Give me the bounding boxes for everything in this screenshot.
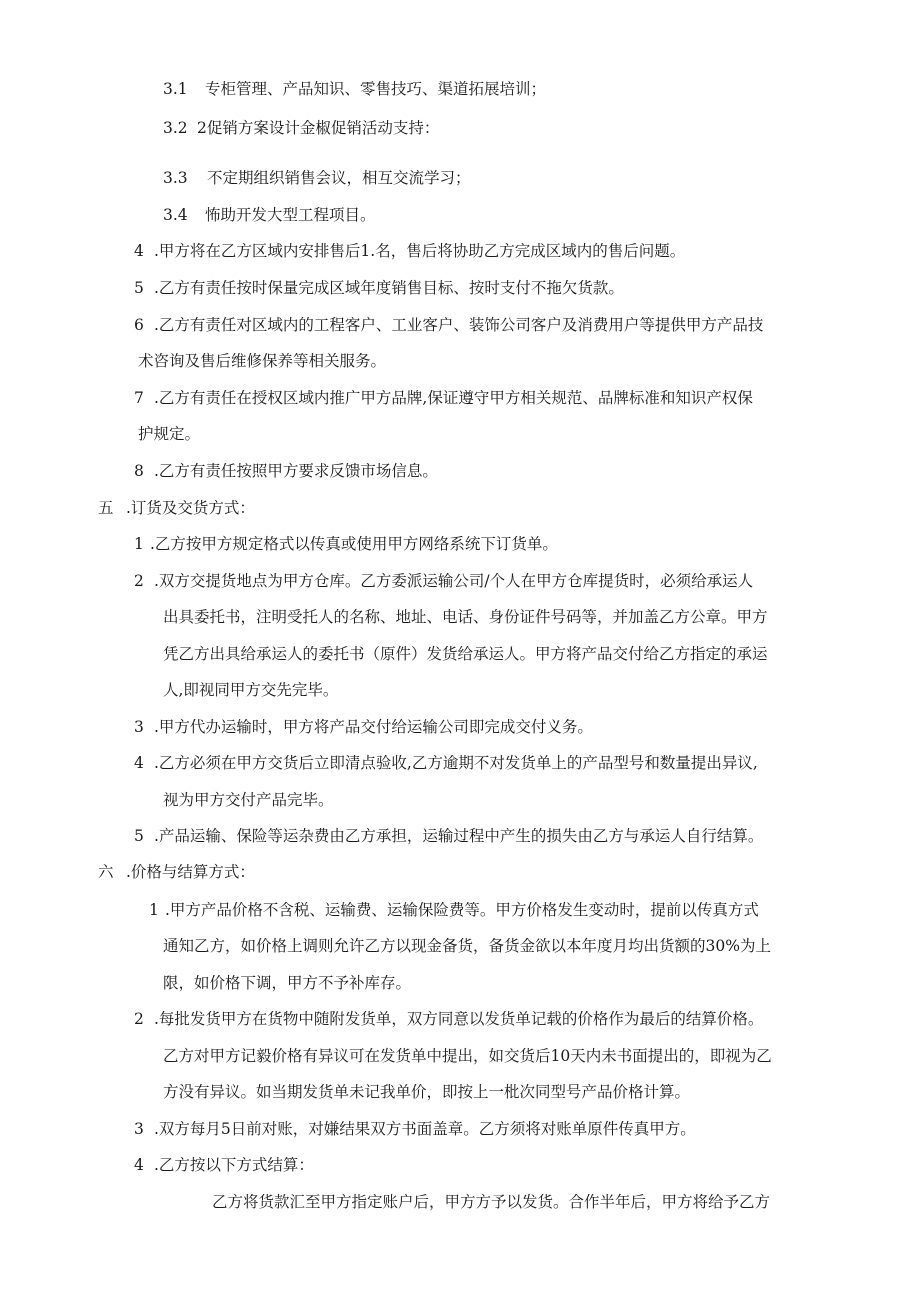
section-title: .价格与结算方式： <box>126 863 255 881</box>
section-number: 五 <box>98 499 114 517</box>
item-text: 人,即视同甲方交先完毕。 <box>163 681 339 699</box>
item-text: 怖助开发大型工程项目。 <box>205 206 376 224</box>
item-number: 3.3 <box>163 169 188 187</box>
section-number: 六 <box>98 863 114 881</box>
item-number: 3.4 <box>163 206 188 224</box>
item-number: 7 <box>134 389 144 407</box>
list-item-5-1 <box>134 534 558 554</box>
item-text: .双方交提货地点为甲方仓库。乙方委派运输公司/个人在甲方仓库提货时，必须给承运人 <box>154 572 754 590</box>
section-heading-six <box>98 862 255 882</box>
item-text: .乙方有责任对区域内的工程客户、工业客户、装饰公司客户及消费用户等提供甲方产品技 <box>154 316 764 334</box>
item-number: 1 <box>149 901 159 919</box>
item-number: 6 <box>134 316 144 334</box>
item-text: .产品运输、保险等运杂费由乙方承担，运输过程中产生的损失由乙方与承运人自行结算。 <box>154 827 764 845</box>
section-heading-five <box>98 498 255 518</box>
item-text: 方没有异议。如当期发货单未记我单价，即按上一枇次同型号产品价格计算。 <box>163 1083 691 1101</box>
item-text: .双方每月5日前对账，对嫌结果双方书面盖章。乙方须将对账单原件传真甲方。 <box>154 1120 696 1138</box>
list-item-6-1 <box>149 900 759 920</box>
item-text: .乙方有责任在授权区域内推广甲方品牌,保证遵守甲方相关规范、品牌标准和知识产权保 <box>154 389 753 407</box>
section-title: .订货及交货方式： <box>126 499 255 517</box>
list-item-5-4-cont <box>163 790 334 810</box>
item-number: 2 <box>134 1010 144 1028</box>
list-item-6-2-cont <box>163 1046 772 1066</box>
item-text: .甲方将在乙方区域内安排售后1.名，售后将协助乙方完成区域内的售后问题。 <box>154 242 686 260</box>
list-item-6-2-cont <box>163 1082 690 1102</box>
list-item-5-2 <box>134 571 753 591</box>
list-item-3-3 <box>163 168 471 188</box>
item-text: 乙方对甲方记毅价格有异议可在发货单中提出，如交货后10天内未书面提出的，即视为乙 <box>163 1047 772 1065</box>
item-text: .每批发货甲方在货物中随附发货单，双方同意以发货单记载的价格作为最后的结算价格。 <box>154 1010 764 1028</box>
item-text: 术咨询及售后维修保养等相关服务。 <box>138 352 387 370</box>
item-number: 3.1 <box>163 80 188 98</box>
item-text: 限，如价格下调，甲方不予补库存。 <box>163 974 412 992</box>
item-text: 专柜管理、产品知识、零售技巧、渠道拓展培训； <box>205 80 547 98</box>
item-number: 4 <box>134 1156 144 1174</box>
list-item-5 <box>134 278 624 298</box>
item-number: 3 <box>134 1120 144 1138</box>
list-item-3-1 <box>163 79 546 99</box>
item-text: 凭乙方出具给承运人的委托书（原件）发货给承运人。甲方将产品交付给乙方指定的承运 <box>163 645 768 663</box>
list-item-7 <box>134 388 753 408</box>
item-number: 1 <box>134 535 144 553</box>
item-text: 出具委托书，注明受托人的名称、地址、电话、身份证件号码等，并加盖乙方公章。甲方 <box>163 608 768 626</box>
item-text: .乙方按以下方式结算： <box>154 1156 314 1174</box>
list-item-6-cont <box>138 351 386 371</box>
item-text: 2促销方案设计金椒促销活动支持： <box>197 119 440 137</box>
item-text: .乙方有责任按照甲方要求反馈市场信息。 <box>154 462 438 480</box>
list-item-6-1-cont <box>163 936 771 956</box>
item-text: .甲方产品价格不含税、运输费、运输保险费等。甲方价格发生变动时，提前以传真方式 <box>165 901 759 919</box>
item-text: 通知乙方，如价格上调则允许乙方以现金备货，备货金欲以本年度月均出货额的30%为上 <box>163 937 771 955</box>
list-item-4 <box>134 241 685 261</box>
list-item-6-1-cont <box>163 973 411 993</box>
item-number: 8 <box>134 462 144 480</box>
list-item-5-3 <box>134 717 593 737</box>
item-number: 4 <box>134 754 144 772</box>
item-number: 3 <box>134 718 144 736</box>
item-number: 5 <box>134 279 144 297</box>
item-text: .乙方按甲方规定格式以传真或使用甲方网络系统下订货单。 <box>150 535 558 553</box>
list-item-6 <box>134 315 763 335</box>
list-item-5-2-cont <box>163 680 338 700</box>
list-item-5-2-cont <box>163 607 768 627</box>
list-item-3-2 <box>163 118 439 138</box>
item-number: 3.2 <box>163 119 188 137</box>
list-item-5-5 <box>134 826 763 846</box>
list-item-5-4 <box>134 753 758 773</box>
item-text: 乙方将货款汇至甲方指定账户后，甲方方予以发货。合作半年后，甲方将给予乙方 <box>212 1193 771 1211</box>
list-item-6-3 <box>134 1119 696 1139</box>
list-item-3-4 <box>163 205 376 225</box>
list-item-6-2 <box>134 1009 763 1029</box>
list-item-5-2-cont <box>163 644 768 664</box>
item-text: .乙方必须在甲方交货后立即清点验收,乙方逾期不对发货单上的产品型号和数量提出异议, <box>154 754 758 772</box>
item-number: 4 <box>134 242 144 260</box>
item-text: 不定期组织销售会议，相互交流学习； <box>207 169 471 187</box>
item-number: 5 <box>134 827 144 845</box>
list-item-7-cont <box>138 424 200 444</box>
item-text: .乙方有责任按时保量完成区域年度销售目标、按时支付不拖欠货款。 <box>154 279 624 297</box>
item-number: 2 <box>134 572 144 590</box>
list-item-8 <box>134 461 438 481</box>
item-text: .甲方代办运输时，甲方将产品交付给运输公司即完成交付义务。 <box>154 718 593 736</box>
closing-paragraph <box>212 1192 770 1212</box>
item-text: 护规定。 <box>138 425 201 443</box>
list-item-6-4 <box>134 1155 314 1175</box>
item-text: 视为甲方交付产品完毕。 <box>163 791 334 809</box>
